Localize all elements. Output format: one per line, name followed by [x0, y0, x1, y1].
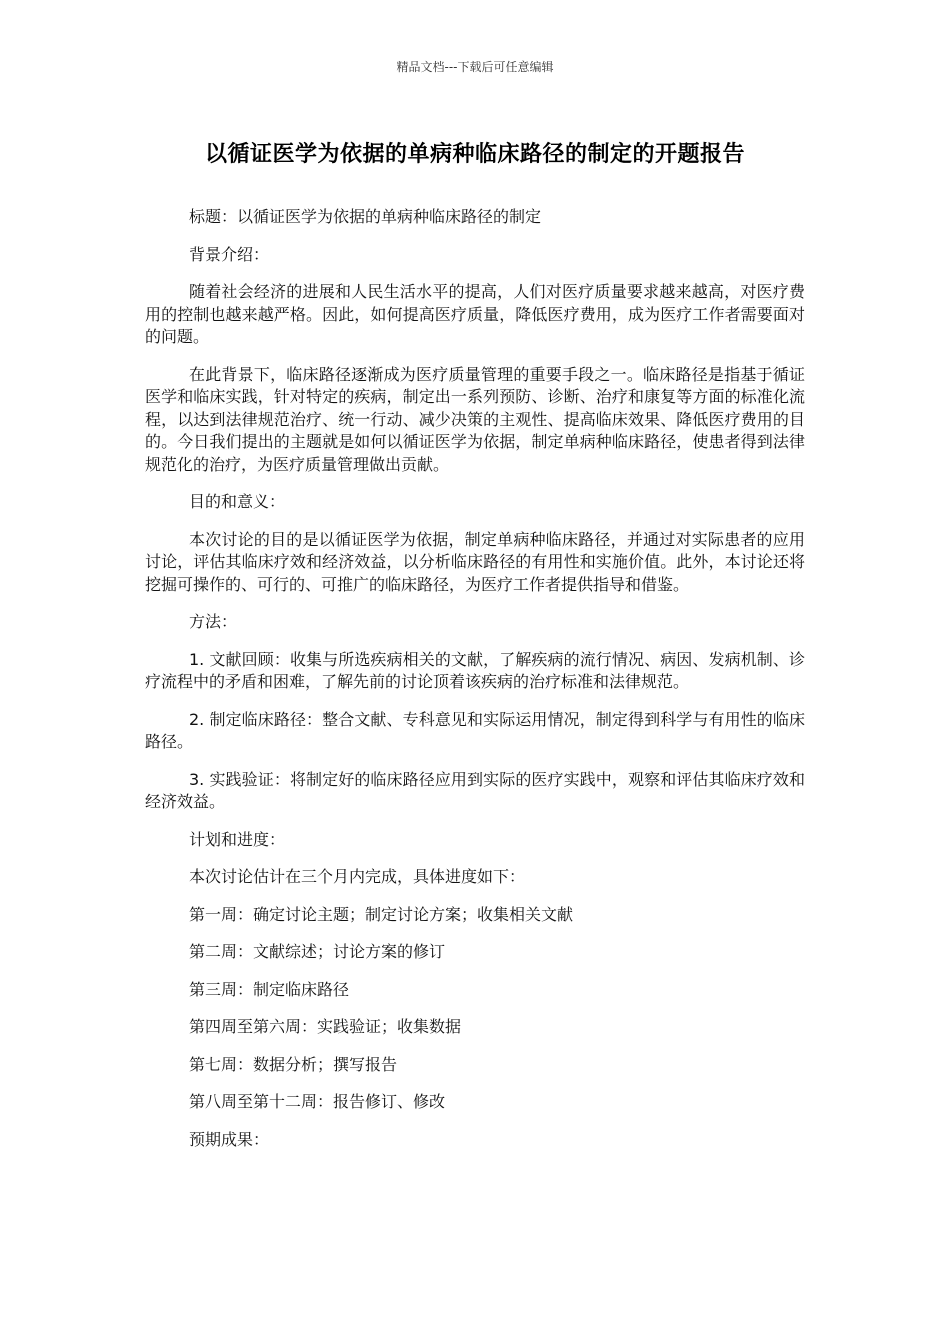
schedule-item-week-4-6: 第四周至第六周：实践验证；收集数据: [189, 1017, 462, 1036]
document-body: [145, 206, 805, 1166]
page-header-note: 精品文档---下载后可任意编辑: [396, 60, 554, 74]
schedule-intro: 本次讨论估计在三个月内完成，具体进度如下：: [189, 867, 526, 886]
schedule-item-week-2: 第二周：文献综述；讨论方案的修订: [189, 942, 446, 961]
method-item-pathway-design: 2. 制定临床路径：整合文献、专科意见和实际运用情况，制定得到科学与有用性的临床路径。: [145, 709, 805, 751]
section-heading-expected-results: 预期成果：: [189, 1129, 270, 1149]
section-heading-schedule: 计划和进度：: [189, 829, 286, 849]
method-item-literature-review: 1. 文献回顾：收集与所选疾病相关的文献，了解疾病的流行情况、病因、发病机制、诊疗流程中的矛盾和困难，了解先前的讨论顶着该疾病的治疗标准和法律规范。: [145, 649, 805, 691]
document-title: 以循证医学为依据的单病种临床路径的制定的开题报告: [204, 142, 745, 167]
subject-line: 标题：以循证医学为依据的单病种临床路径的制定: [189, 207, 542, 226]
paragraph-background-1: 随着社会经济的进展和人民生活水平的提高，人们对医疗质量要求越来越高，对医疗费用的控制也越来越严格。因此，如何提高医疗质量，降低医疗费用，成为医疗工作者需要面对的问题。: [145, 282, 805, 346]
section-heading-purpose: 目的和意义：: [189, 492, 286, 511]
paragraph-purpose: 本次讨论的目的是以循证医学为依据，制定单病种临床路径，并通过对实际患者的应用讨论，评估其临床疗效和经济效益，以分析临床路径的有用性和实施价值。此外，本讨论还将挖掘可操作的、可行的、可推广的临床路径，为医疗工作者提供指导和借鉴。: [145, 529, 805, 594]
schedule-item-week-3: 第三周：制定临床路径: [189, 979, 350, 999]
method-item-practice-validation: 3. 实践验证：将制定好的临床路径应用到实际的医疗实践中，观察和评估其临床疗效和经济效益。: [145, 769, 805, 811]
schedule-item-week-7: 第七周：数据分析；撰写报告: [189, 1054, 398, 1074]
section-heading-background: 背景介绍：: [189, 244, 270, 264]
section-heading-methods: 方法：: [189, 612, 238, 631]
schedule-item-week-8-12: 第八周至第十二周：报告修订、修改: [189, 1092, 446, 1111]
schedule-item-week-1: 第一周：确定讨论主题；制定讨论方案；收集相关文献: [189, 904, 574, 924]
paragraph-background-2: 在此背景下，临床路径逐渐成为医疗质量管理的重要手段之一。临床路径是指基于循证医学和临床实践，针对特定的疾病，制定出一系列预防、诊断、治疗和康复等方面的标准化流程，以达到法律规范治疗、统一行动、减少决策的主观性、提高临床效果、降低医疗费用的目的。今日我们提出的主题就是如何以循证医学为依据，制定单病种临床路径，使患者得到法律规范化的治疗，为医疗质量管理做出贡献。: [145, 364, 805, 474]
